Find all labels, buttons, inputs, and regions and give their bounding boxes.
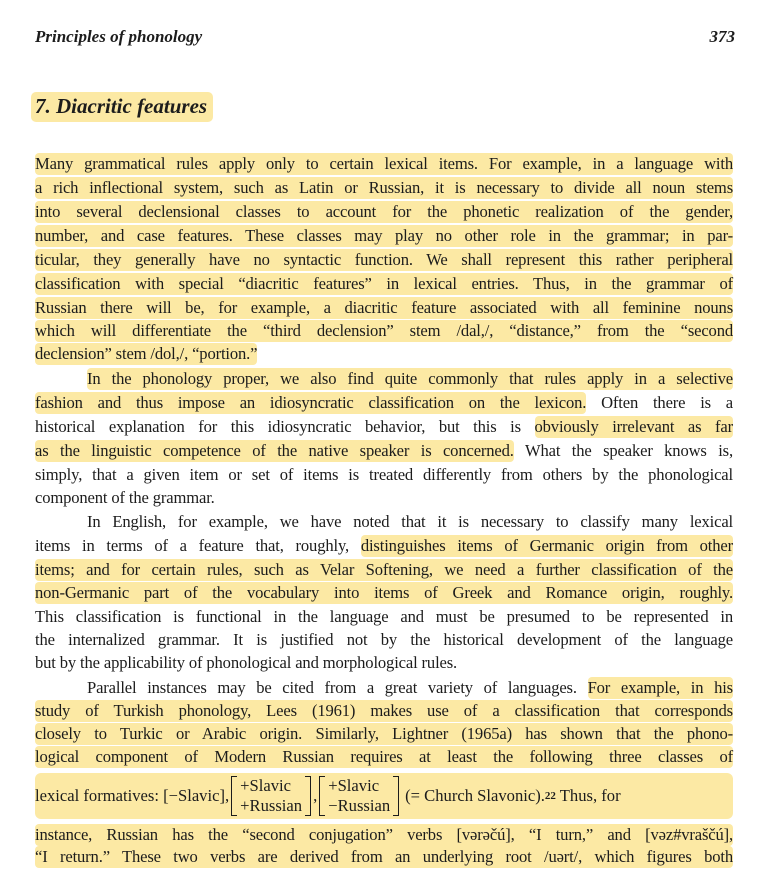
text-line bbox=[35, 559, 733, 581]
matrix-lead: lexical formatives: [−Slavic], bbox=[35, 786, 230, 805]
matrix-tail: (= Church Slavonic). bbox=[405, 786, 545, 805]
feature-matrix-1 bbox=[231, 776, 311, 816]
text-segment: In English, for example, we have noted that it is necessary to classify many lexical bbox=[87, 512, 733, 531]
text-line bbox=[35, 201, 733, 223]
feature-matrix-2 bbox=[319, 776, 399, 816]
text-line bbox=[35, 416, 733, 438]
matrix-comma: , bbox=[313, 786, 318, 805]
matrix-cell: +Russian bbox=[240, 796, 303, 815]
text-line bbox=[35, 320, 733, 342]
text-line bbox=[35, 723, 733, 745]
matrix-cell: +Slavic bbox=[328, 776, 380, 795]
text-line bbox=[35, 177, 733, 199]
highlighted-text: items; and for certain rules, such as Velar Softening, we need a further classification of the bbox=[35, 560, 733, 579]
text-line bbox=[35, 440, 733, 462]
highlighted-text: number, and case features. These classes may play no other role in the grammar; in par- bbox=[35, 226, 733, 245]
footnote-ref: 22 bbox=[544, 790, 556, 802]
text-line bbox=[87, 511, 733, 533]
text-segment: historical explanation for this idiosyncratic behavior, but this is bbox=[35, 417, 535, 436]
highlighted-text: as the linguistic competence of the native speaker is concerned. bbox=[35, 441, 514, 460]
text-line bbox=[35, 487, 733, 509]
text-line bbox=[35, 153, 733, 175]
text-segment: but by the applicability of phonological and morphological rules. bbox=[35, 653, 458, 672]
text-segment: the internalized grammar. It is justified not by the historical development of the language bbox=[35, 630, 733, 649]
text-segment: items in terms of a feature that, roughly, bbox=[35, 536, 361, 555]
text-line bbox=[35, 846, 733, 868]
running-head: Principles of phonology bbox=[35, 27, 203, 46]
text-line bbox=[35, 746, 733, 768]
text-line bbox=[35, 629, 733, 651]
highlighted-text: logical component of Modern Russian requires at least the following three classes of bbox=[35, 747, 733, 766]
highlighted-text: closely to Turkic or Arabic origin. Similarly, Lightner (1965a) has shown that the phono- bbox=[35, 724, 733, 743]
highlighted-text: obviously irrelevant as far bbox=[534, 417, 733, 436]
highlighted-text: Many grammatical rules apply only to certain lexical items. For example, in a language with bbox=[35, 154, 733, 173]
text-segment: component of the grammar. bbox=[35, 488, 215, 507]
text-line bbox=[35, 343, 733, 365]
highlighted-text: In the phonology proper, we also find quite commonly that rules apply in a selective bbox=[87, 369, 733, 388]
text-line bbox=[35, 464, 733, 486]
highlighted-text: non-Germanic part of the vocabulary into items of Greek and Romance origin, roughly. bbox=[35, 583, 733, 602]
text-line bbox=[35, 606, 733, 628]
highlighted-text: For example, in his bbox=[587, 678, 733, 697]
highlighted-text: ticular, they generally have no syntactic function. We shall represent this rather peripheral bbox=[35, 250, 733, 269]
feature-matrix-line bbox=[35, 773, 733, 819]
text-line bbox=[35, 392, 733, 414]
highlighted-text: which will differentiate the “third declension” stem /dal,/, “distance,” from the “second bbox=[35, 321, 733, 340]
text-segment: Often there is a bbox=[586, 393, 733, 412]
highlighted-text: study of Turkish phonology, Lees (1961) makes use of a classification that corresponds bbox=[35, 701, 733, 720]
highlighted-text: fashion and thus impose an idiosyncratic classification on the lexicon. bbox=[35, 393, 587, 412]
section-title: 7. Diacritic features bbox=[31, 92, 213, 122]
text-line bbox=[35, 225, 733, 247]
text-line bbox=[35, 249, 733, 271]
text-segment: This classification is functional in the language and must be presumed to be represented in bbox=[35, 607, 733, 626]
matrix-after: Thus, for bbox=[555, 786, 621, 805]
text-segment: Parallel instances may be cited from a great variety of languages. bbox=[87, 678, 588, 697]
text-line bbox=[35, 297, 733, 319]
text-line bbox=[35, 273, 733, 295]
text-line bbox=[87, 677, 733, 699]
highlighted-text: a rich inflectional system, such as Latin or Russian, it is necessary to divide all noun stems bbox=[35, 178, 733, 197]
highlighted-text: Russian there will be, for example, a diacritic feature associated with all feminine nouns bbox=[35, 298, 733, 317]
highlighted-text: distinguishes items of Germanic origin from other bbox=[360, 536, 733, 555]
text-segment: What the speaker knows is, bbox=[513, 441, 733, 460]
text-line bbox=[35, 652, 733, 674]
page-number: 373 bbox=[709, 27, 735, 46]
highlighted-text: “I return.” These two verbs are derived from an underlying root /uərt/, which figures both bbox=[35, 847, 733, 866]
text-line bbox=[87, 368, 733, 390]
text-segment: simply, that a given item or set of items is treated differently from others by the phonological bbox=[35, 465, 733, 484]
highlighted-text: declension” stem /dol,/, “portion.” bbox=[35, 344, 258, 363]
highlighted-text: instance, Russian has the “second conjugation” verbs [vərəčú], “I turn,” and [vəz#vraščú], bbox=[35, 825, 733, 844]
text-line bbox=[35, 824, 733, 846]
text-line bbox=[35, 700, 733, 722]
matrix-cell: +Slavic bbox=[240, 776, 291, 795]
highlighted-text: classification with special “diacritic features” in lexical entries. Thus, in the grammar of bbox=[35, 274, 733, 293]
text-line bbox=[35, 535, 733, 557]
highlighted-text: into several declensional classes to account for the phonetic realization of the gender, bbox=[35, 202, 733, 221]
matrix-cell: −Russian bbox=[328, 796, 391, 815]
text-line bbox=[35, 582, 733, 604]
